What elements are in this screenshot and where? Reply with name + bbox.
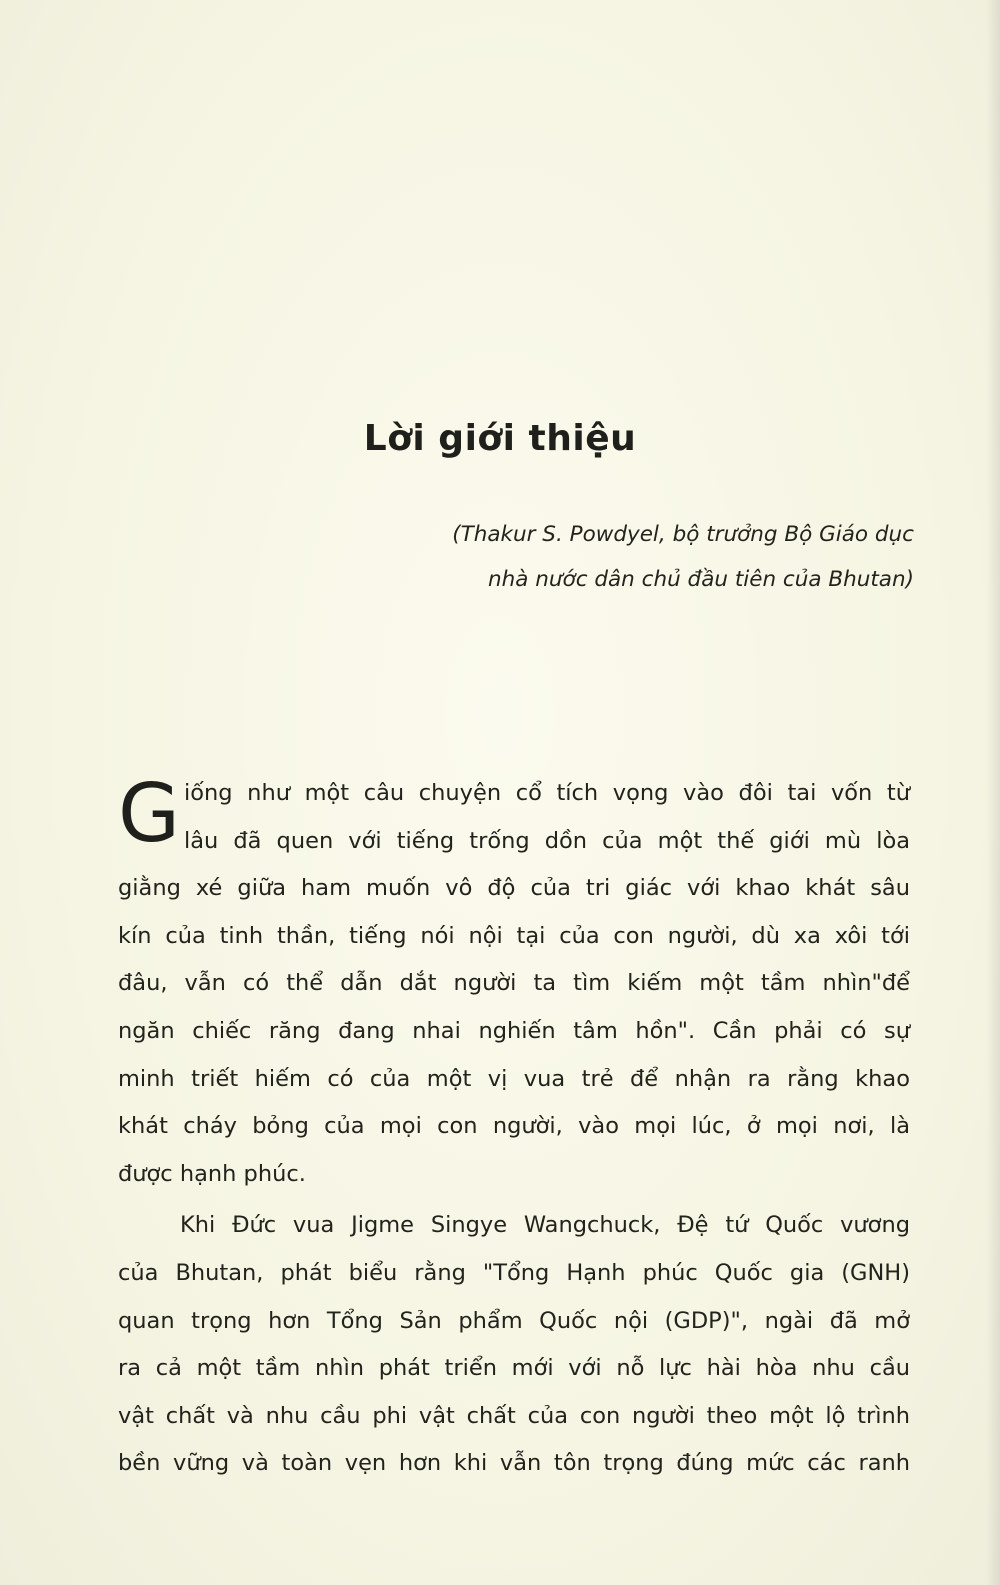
paragraph-line: iống như một câu chuyện cổ tích vọng vào đôi tai vốn từ xyxy=(184,780,910,806)
paragraph-line: lâu đã quen với tiếng trống dồn của một thế giới mù lòa xyxy=(184,827,910,854)
chapter-title: Lời giới thiệu xyxy=(363,418,637,459)
byline-line-1: (Thakur S. Powdyel, bộ trưởng Bộ Giáo dục xyxy=(452,522,914,547)
paragraph-line: vật chất và nhu cầu phi vật chất của con người theo một lộ trình xyxy=(118,1402,910,1429)
paragraph-line: ngăn chiếc răng đang nhai nghiến tâm hồn". Cần phải có sự xyxy=(118,1017,910,1044)
paragraph-line: kín của tinh thần, tiếng nói nội tại của con người, dù xa xôi tới xyxy=(118,922,910,949)
paragraph-line: đâu, vẫn có thể dẫn dắt người ta tìm kiếm một tầm nhìn"để xyxy=(118,970,910,997)
body-text xyxy=(118,767,910,1488)
paragraph-1 xyxy=(118,767,910,1198)
paragraph-line: bền vững và toàn vẹn hơn khi vẫn tôn trọng đúng mức các ranh xyxy=(118,1450,910,1477)
page-edge-shadow xyxy=(986,0,1000,1585)
paragraph-line: của Bhutan, phát biểu rằng "Tổng Hạnh phúc Quốc gia (GNH) xyxy=(118,1259,910,1286)
paragraph-line: được hạnh phúc. xyxy=(118,1160,306,1187)
paragraph-line: Khi Đức vua Jigme Singye Wangchuck, Đệ tứ Quốc vương xyxy=(180,1212,910,1239)
drop-cap: G xyxy=(118,767,180,860)
paragraph-line: minh triết hiếm có của một vị vua trẻ để nhận ra rằng khao xyxy=(118,1065,910,1092)
byline-line-2: nhà nước dân chủ đầu tiên của Bhutan) xyxy=(488,567,914,592)
paragraph-2 xyxy=(118,1202,910,1488)
paragraph-line: quan trọng hơn Tổng Sản phẩm Quốc nội (GDP)", ngài đã mở xyxy=(118,1307,910,1334)
byline xyxy=(214,512,914,602)
paragraph-line: khát cháy bỏng của mọi con người, vào mọi lúc, ở mọi nơi, là xyxy=(118,1113,910,1140)
paragraph-line: ra cả một tầm nhìn phát triển mới với nỗ lực hài hòa nhu cầu xyxy=(118,1355,910,1382)
paragraph-line: giằng xé giữa ham muốn vô độ của tri giác với khao khát sâu xyxy=(118,875,910,902)
